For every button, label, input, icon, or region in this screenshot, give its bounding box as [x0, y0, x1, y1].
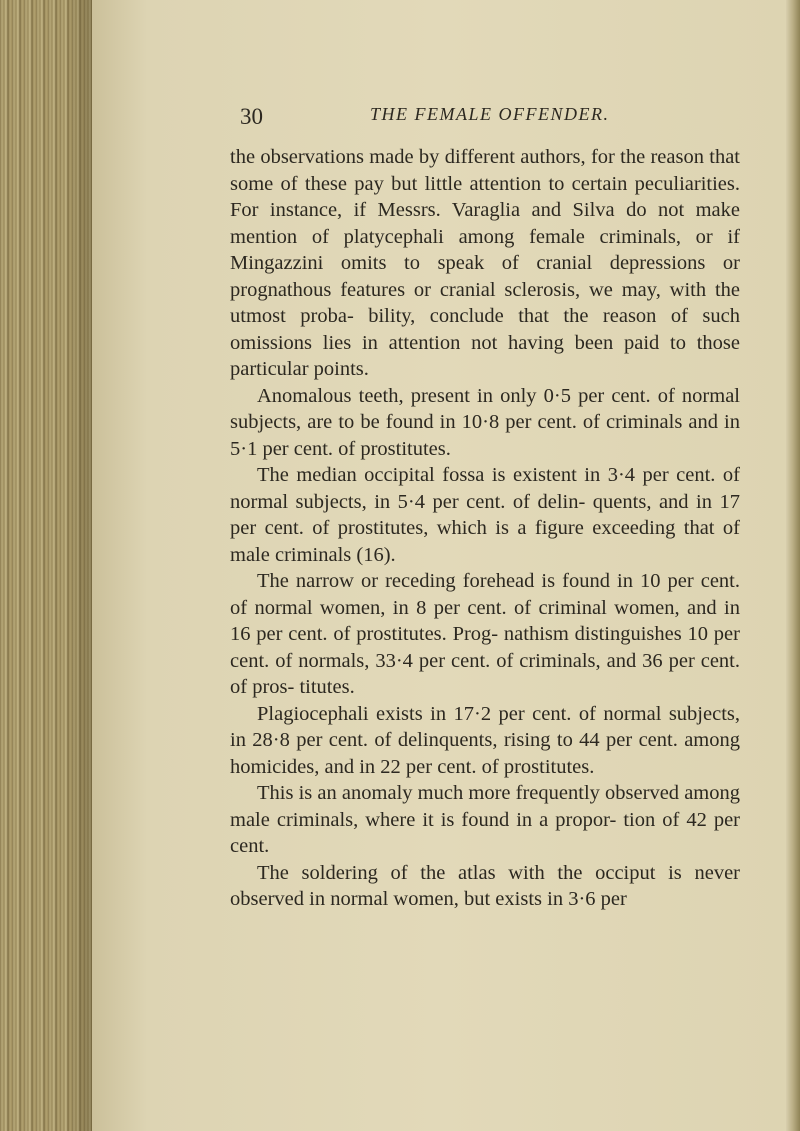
- page-header: [230, 104, 740, 140]
- paragraph-continuation: the observations made by different authors, for the reason that some of these pay but little attention to certain peculiarities. For instance, if Messrs. Varaglia and Silva do not make mention of platycephali among female criminals, or if Mingazzini omits to speak of cranial depressions or prognathous features or cranial sclerosis, we may, with the utmost proba- bility, conclude that the reason of such omissions lies in attention not having been paid to those particular points.: [230, 146, 740, 380]
- page-number: 30: [240, 104, 263, 129]
- paragraph-occipital-fossa: The median occipital fossa is existent in 3·4 per cent. of normal subjects, in 5·4 per cent. of delin- quents, and in 17 per cent. of prostitutes, which is a figure exceeding that of male criminals (16).: [230, 464, 740, 566]
- right-page-edge: [786, 0, 800, 1131]
- stacked-page-edges: [0, 0, 96, 1131]
- paragraph-atlas-soldering: The soldering of the atlas with the occiput is never observed in normal women, but exists in 3·6 per: [230, 861, 740, 910]
- page-content: [230, 104, 740, 913]
- running-title: THE FEMALE OFFENDER.: [370, 104, 610, 124]
- paragraph-male-criminals: This is an anomaly much more frequently observed among male criminals, where it is found in a propor- tion of 42 per cent.: [230, 782, 740, 857]
- paragraph-receding-forehead: The narrow or receding forehead is found in 10 per cent. of normal women, in 8 per cent. of criminal women, and in 16 per cent. of prostitutes. Prog- nathism distinguishes 10 per cent. of normals, 33·4 per cent. of criminals, and 36 per cent. of pros- titutes.: [230, 570, 740, 698]
- paragraph-anomalous-teeth: Anomalous teeth, present in only 0·5 per cent. of normal subjects, are to be found in 10·8 per cent. of criminals and in 5·1 per cent. of prostitutes.: [230, 384, 740, 460]
- paragraph-plagiocephali: Plagiocephali exists in 17·2 per cent. of normal subjects, in 28·8 per cent. of delinquents, rising to 44 per cent. among homicides, and in 22 per cent. of prostitutes.: [230, 702, 740, 778]
- body-text: [230, 144, 740, 913]
